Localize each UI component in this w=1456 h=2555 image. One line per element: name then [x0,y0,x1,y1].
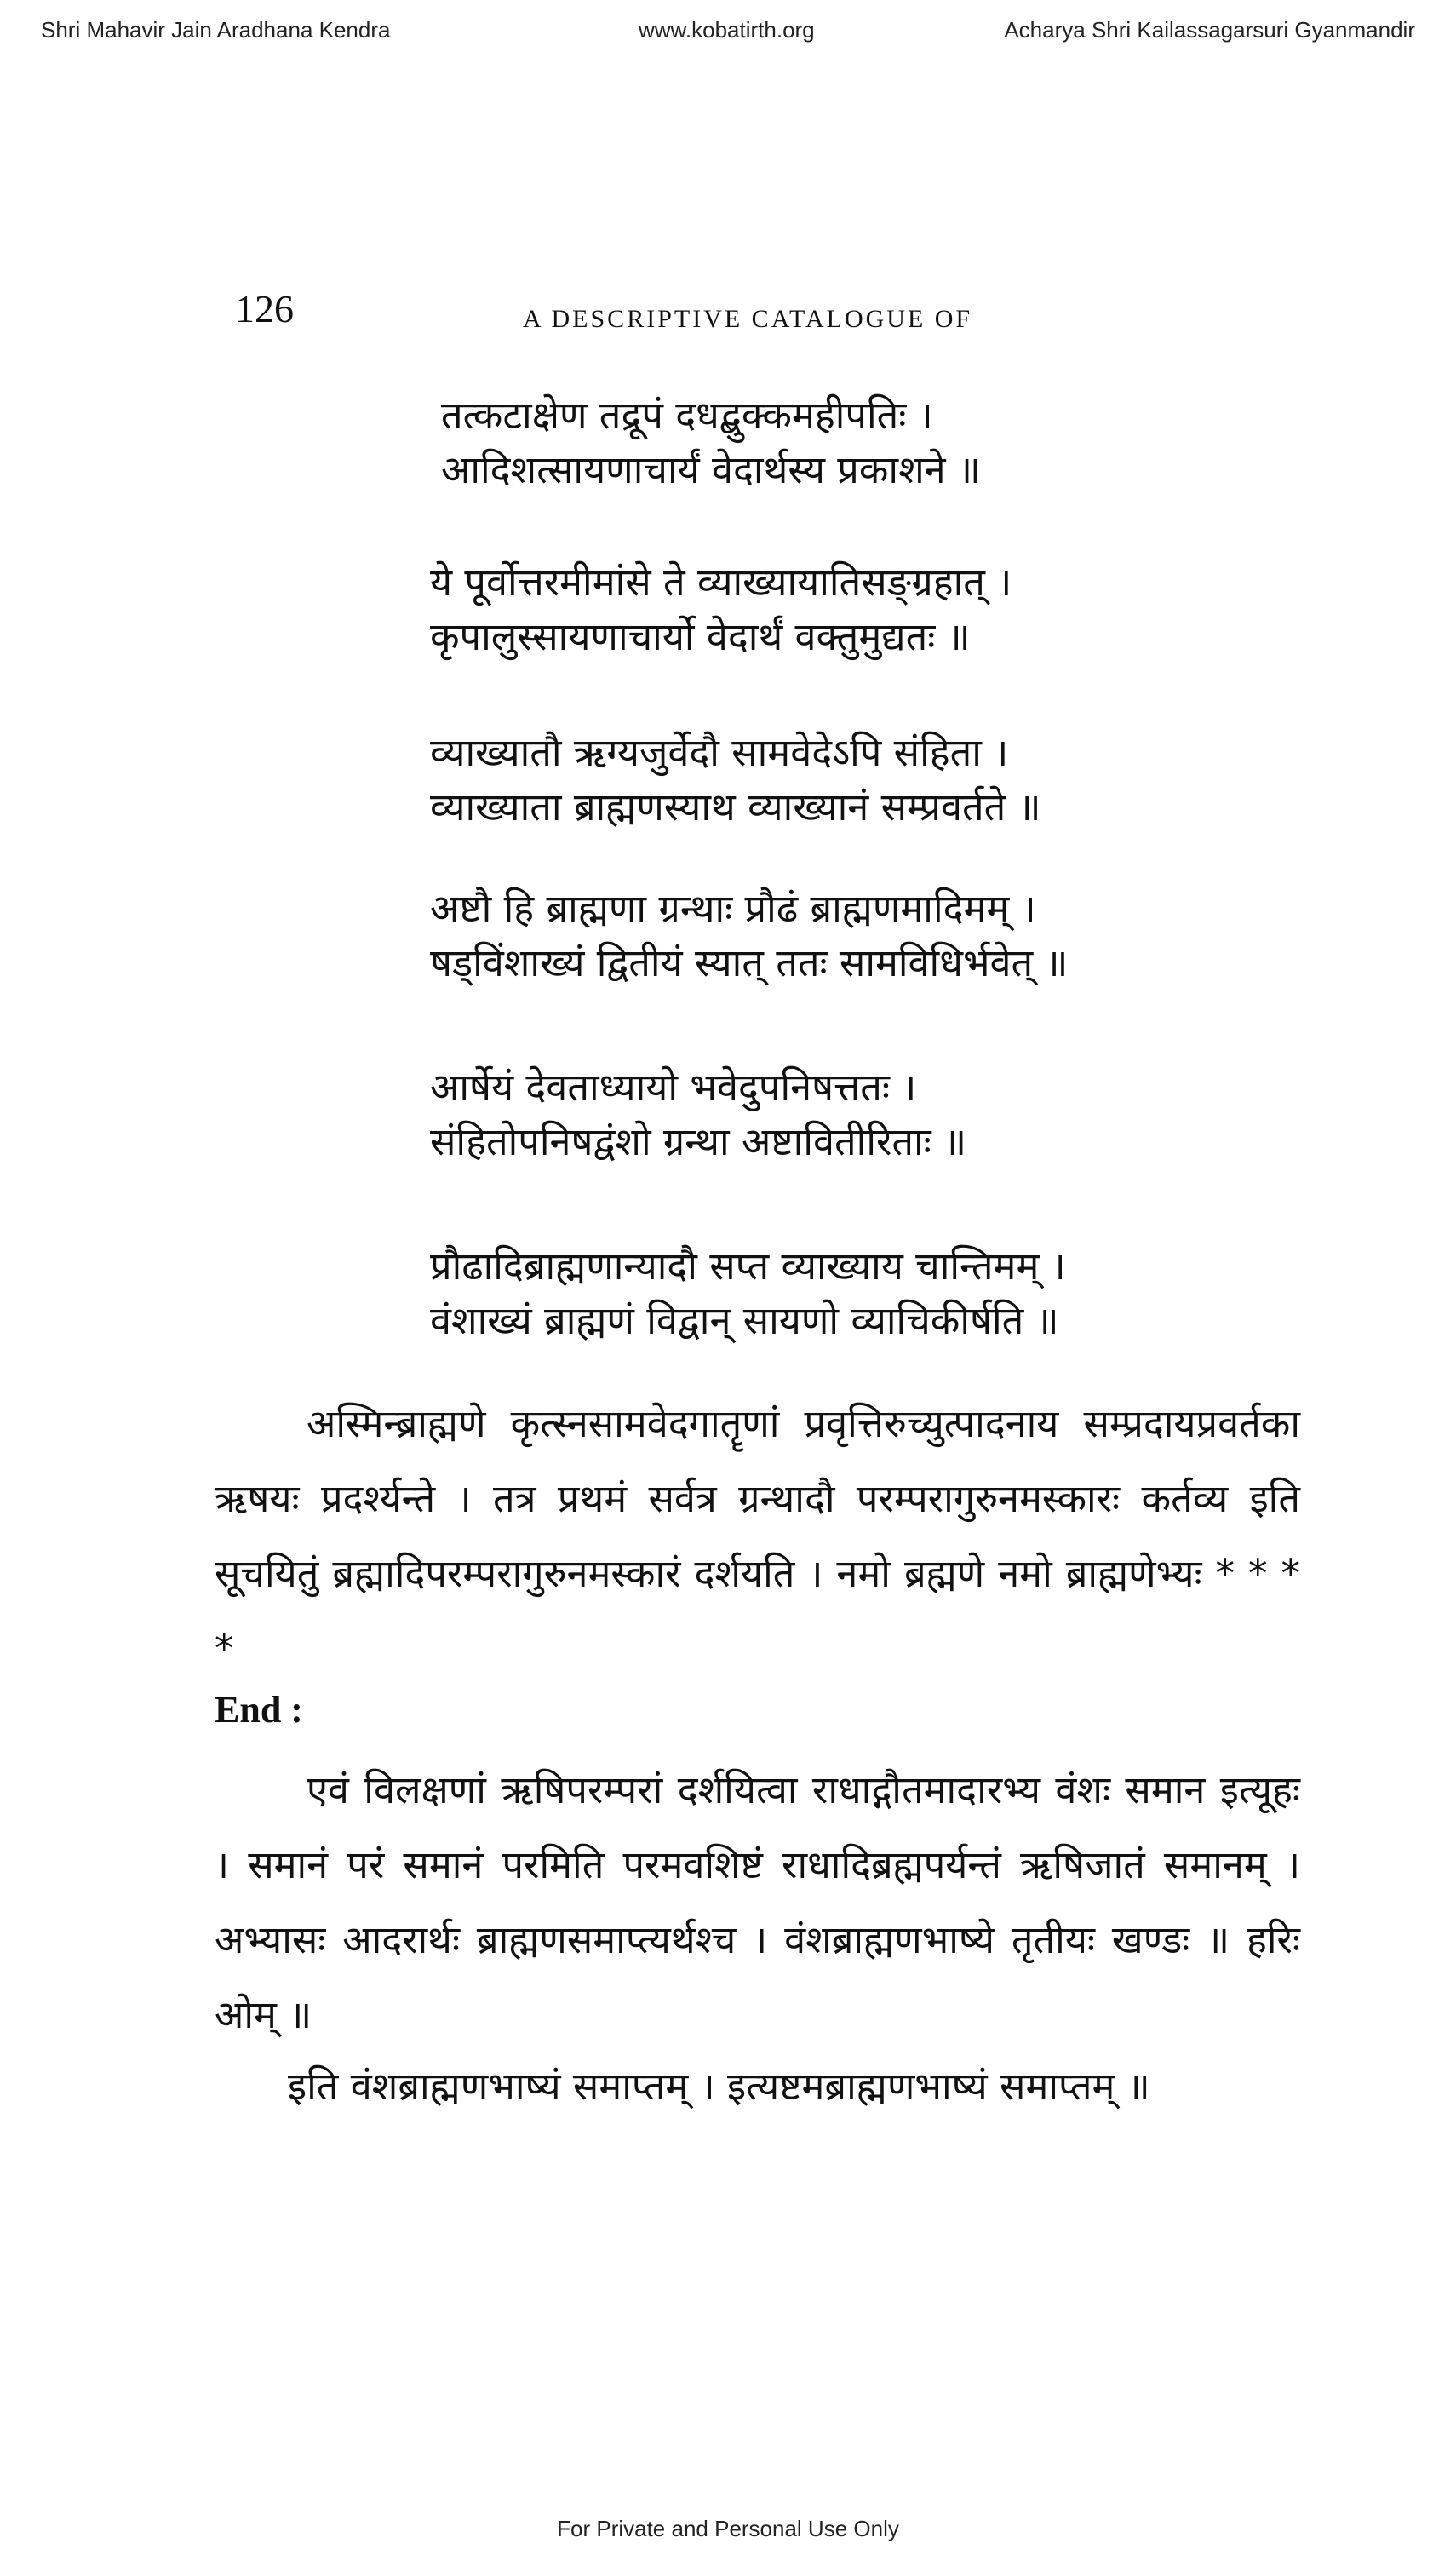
colophon: इति वंशब्राह्मणभाष्यं समाप्तम् । इत्यष्टमब्राह्मणभाष्यं समाप्तम् ॥ [288,2064,1150,2109]
verse-line: संहितोपनिषद्वंशो ग्रन्था अष्टावितीरिताः ॥ [430,1119,967,1164]
header-website-link[interactable]: www.kobatirth.org [639,17,815,43]
verse-line: अष्टौ हि ब्राह्मणा ग्रन्थाः प्रौढं ब्राह्मणमादिमम् । [430,886,1036,931]
verse-block [441,388,981,497]
header-right-text: Acharya Shri Kailassagarsuri Gyanmandir [1004,17,1415,43]
header-left-text: Shri Mahavir Jain Aradhana Kendra [41,17,391,43]
footer-text: For Private and Personal Use Only [557,2516,899,2541]
running-title: A DESCRIPTIVE CATALOGUE OF [523,305,973,333]
verse-line: व्याख्याता ब्राह्मणस्याथ व्याख्यानं सम्प्रवर्तते ॥ [430,784,1041,830]
verse-block [430,726,1041,835]
verse-block [430,881,1068,990]
verse-line: वंशाख्यं ब्राह्मणं विद्वान् सायणो व्याचिकीर्षति ॥ [430,1298,1059,1343]
verse-block [430,555,1012,664]
verse-line: प्रौढादिब्राह्मणान्यादौ सप्त व्याख्याय चान्तिमम् । [430,1243,1066,1289]
end-paragraph: एवं विलक्षणां ऋषिपरम्परां दर्शयित्वा राधाद्गौतमादारभ्य वंशः समान इत्यूहः । समानं परं समानं परमिति परमवशिष्टं राधादिब्रह्मपर्यन्तं ऋषिजातं समानम् । अभ्यासः आदरार्थः ब्राह्मणसमाप्त्यर्थश्च । वंशब्राह्मणभाष्ये तृतीयः खण्डः ॥ हरिः ओम् ॥ [215,1767,1300,2037]
intro-paragraph: अस्मिन्ब्राह्मणे कृत्स्नसामवेदगातॄणां प्रवृत्तिरुच्युत्पादनाय सम्प्रदायप्रवर्तका ऋषयः प्रदर्श्यन्ते । तत्र प्रथमं सर्वत्र ग्रन्थादौ परम्परागुरुनमस्कारः कर्तव्य इति सूचयितुं ब्रह्मादिपरम्परागुरुनमस्कारं दर्शयति । नमो ब्रह्मणे नमो ब्राह्मणेभ्यः * * * * [215,1401,1300,1671]
verse-line: तत्कटाक्षेण तद्रूपं दधद्बुक्कमहीपतिः । [441,393,933,438]
verse-line: आर्षेयं देवताध्यायो भवेदुपनिषत्ततः । [430,1065,917,1110]
verse-line: व्याख्यातौ ऋग्यजुर्वेदौ सामवेदेऽपि संहिता । [430,730,1009,775]
verse-line: ये पूर्वोत्तरमीमांसे ते व्याख्यायातिसङ्ग्रहात् । [430,560,1012,605]
verse-block [430,1060,966,1169]
verse-line: कृपालुस्सायणाचार्यो वेदार्थं वक्तुमुद्यतः ॥ [430,614,971,659]
end-label: End : [215,1689,303,1731]
page-number: 126 [235,287,294,330]
verse-block [430,1239,1066,1348]
verse-line: षड्विंशाख्यं द्वितीयं स्यात् ततः सामविधिर्भवेत् ॥ [430,940,1069,985]
verse-line: आदिशत्सायणाचार्यं वेदार्थस्य प्रकाशने ॥ [441,447,981,492]
